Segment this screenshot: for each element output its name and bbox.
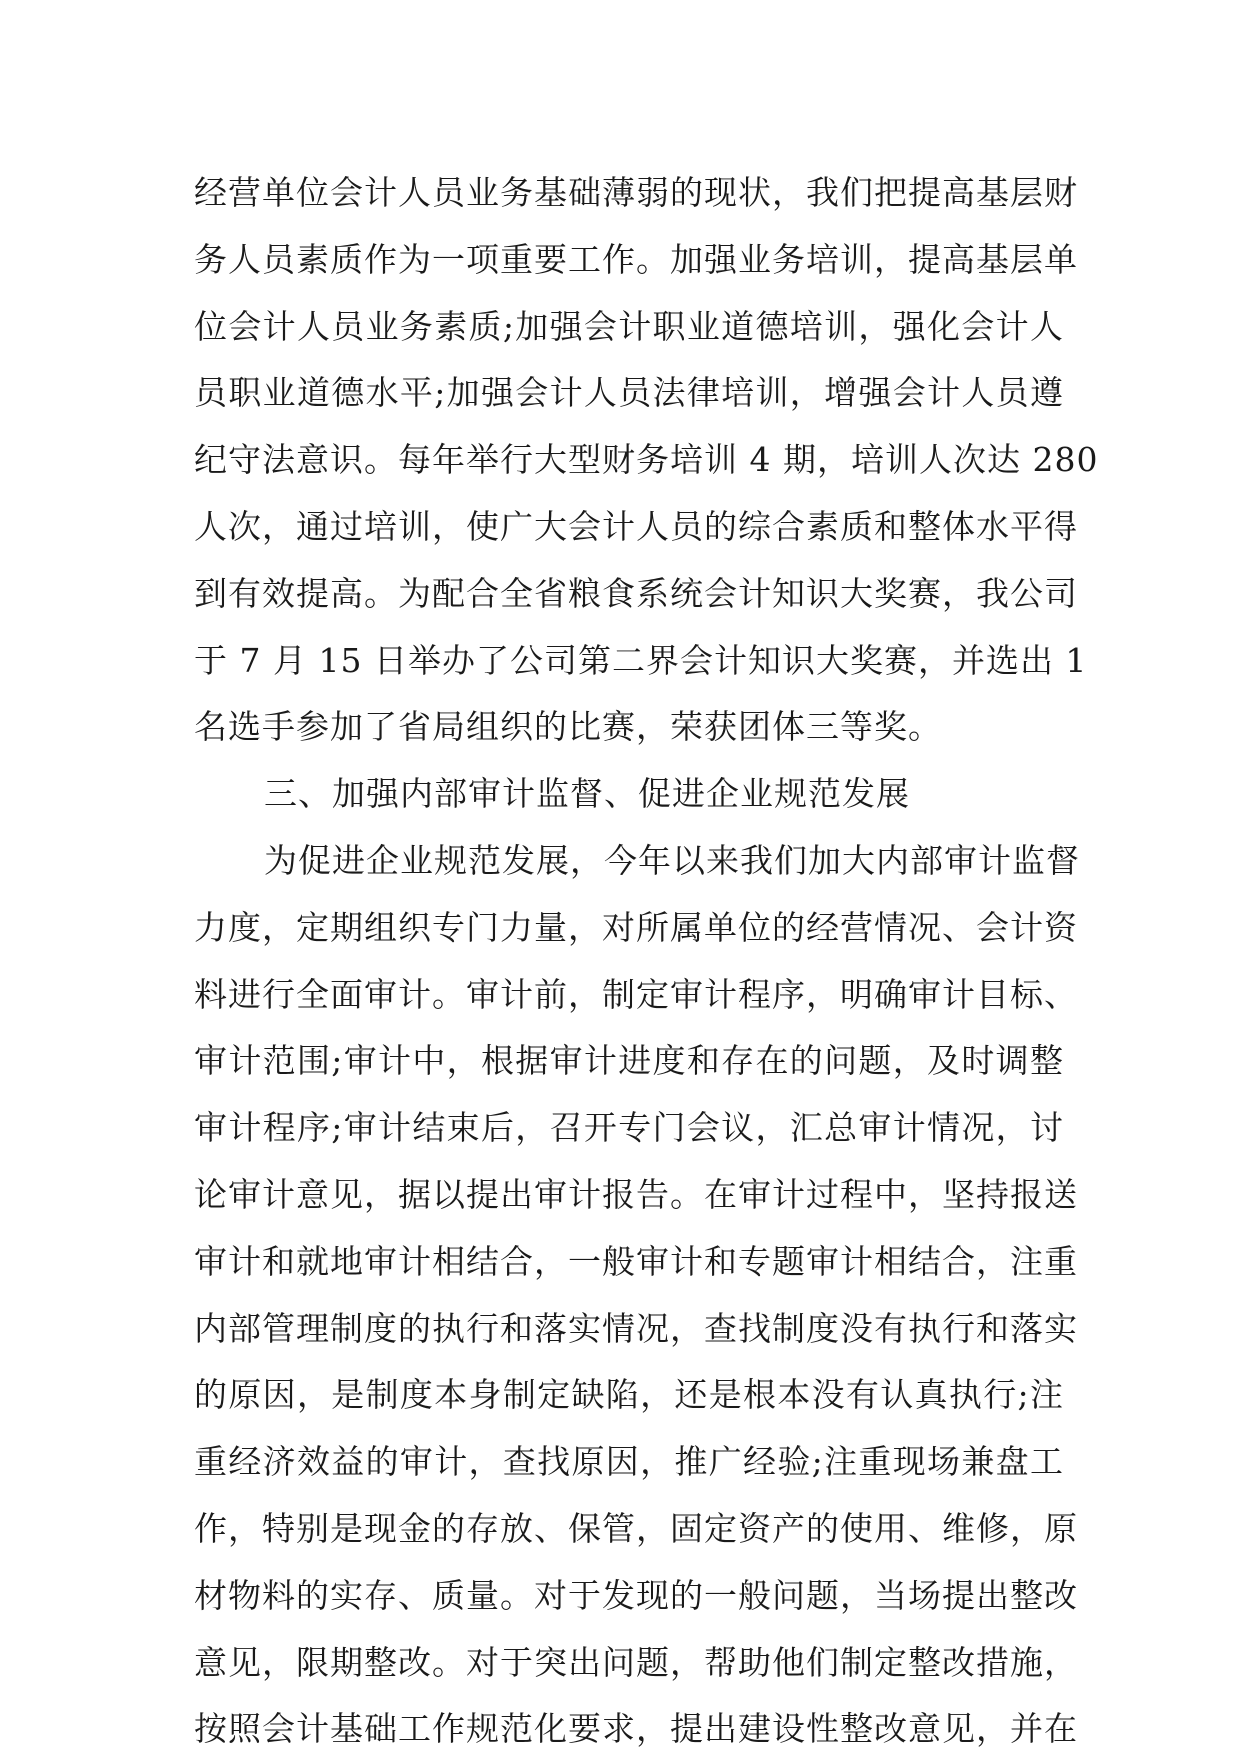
text-line: 务人员素质作为一项重要工作。加强业务培训，提高基层单: [194, 239, 1078, 279]
text-line: 意见，限期整改。对于突出问题，帮助他们制定整改措施，: [194, 1642, 1078, 1682]
text-line: 材物料的实存、质量。对于发现的一般问题，当场提出整改: [194, 1575, 1078, 1615]
text-line: 料进行全面审计。审计前，制定审计程序，明确审计目标、: [194, 974, 1078, 1014]
text-line: 作，特别是现金的存放、保管，固定资产的使用、维修，原: [194, 1508, 1078, 1548]
text-line: 人次，通过培训，使广大会计人员的综合素质和整体水平得: [194, 506, 1078, 546]
text-line: 为促进企业规范发展，今年以来我们加大内部审计监督: [264, 840, 1080, 880]
text-line: 于 7 月 15 日举办了公司第二界会计知识大奖赛，并选出 1: [194, 640, 1088, 680]
text-line: 论审计意见，据以提出审计报告。在审计过程中，坚持报送: [194, 1174, 1078, 1214]
paragraph-training: [194, 160, 1099, 761]
text-line: 审计范围;审计中，根据审计进度和存在的问题，及时调整: [194, 1041, 1064, 1081]
text-line: 名选手参加了省局组织的比赛，荣获团体三等奖。: [194, 707, 942, 747]
text-line: 审计和就地审计相结合，一般审计和专题审计相结合，注重: [194, 1241, 1078, 1281]
text-line: 内部管理制度的执行和落实情况，查找制度没有执行和落实: [194, 1308, 1078, 1348]
text-line: 重经济效益的审计，查找原因，推广经验;注重现场兼盘工: [194, 1442, 1064, 1482]
document-body: [194, 160, 1099, 1763]
text-line: 经营单位会计人员业务基础薄弱的现状，我们把提高基层财: [194, 173, 1078, 212]
text-line: 纪守法意识。每年举行大型财务培训 4 期，培训人次达 280: [194, 440, 1099, 480]
text-line: 审计程序;审计结束后，召开专门会议，汇总审计情况，讨: [194, 1108, 1064, 1148]
text-line: 员职业道德水平;加强会计人员法律培训，增强会计人员遵: [194, 373, 1064, 413]
text-line: 到有效提高。为配合全省粮食系统会计知识大奖赛，我公司: [194, 573, 1078, 613]
text-line: 力度，定期组织专门力量，对所属单位的经营情况、会计资: [194, 907, 1078, 947]
section-heading: 三、加强内部审计监督、促进企业规范发展: [264, 774, 910, 814]
paragraph-audit: [194, 828, 1080, 1763]
text-line: 的原因，是制度本身制定缺陷，还是根本没有认真执行;注: [194, 1375, 1064, 1415]
text-line: 按照会计基础工作规范化要求，提出建设性整改意见，并在: [194, 1709, 1078, 1749]
text-line: 位会计人员业务素质;加强会计职业道德培训，强化会计人: [194, 306, 1064, 346]
